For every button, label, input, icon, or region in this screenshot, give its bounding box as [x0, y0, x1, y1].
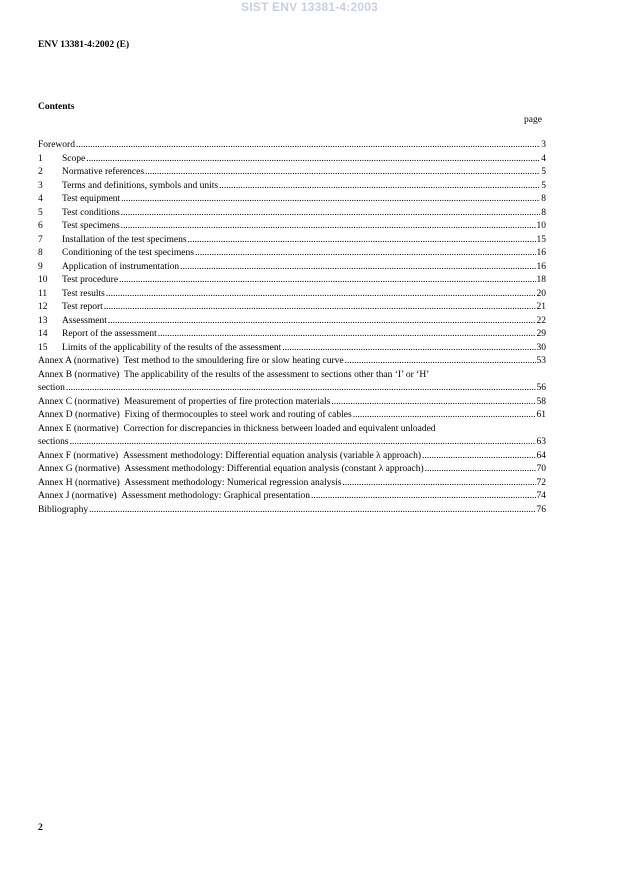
- toc-entry-annex-h[interactable]: [38, 477, 546, 491]
- toc-entry-annex-g[interactable]: [38, 463, 546, 477]
- toc-entry-annex-b[interactable]: [38, 369, 546, 396]
- toc-entry-page: 72: [536, 477, 546, 488]
- dot-leader: [195, 247, 536, 261]
- toc-entry-page: 29: [536, 329, 546, 339]
- toc-entry-clause[interactable]: [38, 274, 546, 288]
- contents-heading: Contents: [38, 102, 75, 112]
- toc-clause-number: 15: [38, 342, 48, 353]
- toc-entry-clause[interactable]: [38, 166, 546, 180]
- toc-entry-page: 76: [536, 504, 546, 515]
- dot-leader: [282, 342, 535, 356]
- toc-entry-clause[interactable]: [38, 193, 546, 207]
- toc-entry-clause[interactable]: [38, 301, 546, 315]
- toc-entry-page: 8: [541, 194, 546, 204]
- toc-entry-title: Test procedure: [62, 275, 119, 285]
- toc-entry-title: Application of instrumentation: [62, 261, 180, 272]
- toc-entry-clause[interactable]: [38, 234, 546, 248]
- toc-entry-annex-e[interactable]: [38, 423, 546, 450]
- toc-annex-label: Annex D (normative): [38, 410, 120, 420]
- toc-entry-title: Assessment methodology: Differential equation analysis (constant λ approach): [124, 464, 424, 474]
- toc-entry-title: Limits of the applicability of the results of the assessment: [62, 342, 282, 353]
- toc-entry-page: 56: [536, 383, 546, 393]
- toc-entry-clause[interactable]: [38, 328, 546, 342]
- page-number: 2: [38, 823, 43, 833]
- toc-entry-title: Foreword: [38, 140, 75, 150]
- dot-leader: [180, 261, 535, 275]
- dot-leader: [158, 328, 536, 342]
- toc-entry-clause[interactable]: [38, 153, 546, 167]
- toc-entry-page: 61: [536, 410, 546, 420]
- toc-entry-page: 5: [541, 180, 546, 191]
- toc-entry-title: Test method to the smouldering fire or slow heating curve: [123, 356, 344, 366]
- toc-annex-label: Annex B (normative): [38, 369, 120, 380]
- toc-annex-label: Annex G (normative): [38, 464, 120, 474]
- dot-leader: [119, 274, 535, 288]
- toc-entry-clause[interactable]: [38, 342, 546, 356]
- toc-entry-page: 64: [536, 450, 546, 461]
- toc-entry-title: Terms and definitions, symbols and units: [62, 180, 219, 191]
- toc-annex-label: Annex J (normative): [38, 491, 117, 501]
- dot-leader: [342, 477, 535, 491]
- toc-entry-annex-a[interactable]: [38, 355, 546, 369]
- toc-clause-number: 9: [38, 261, 43, 272]
- dot-leader: [121, 207, 541, 221]
- toc-entry-title: Test results: [62, 288, 105, 299]
- dot-leader: [89, 504, 535, 518]
- toc-entry-annex-j[interactable]: [38, 490, 546, 504]
- toc-entry-clause[interactable]: [38, 315, 546, 329]
- toc-entry-page: 70: [536, 464, 546, 474]
- toc-entry-page: 16: [536, 261, 546, 272]
- toc-entry-page: 15: [536, 234, 546, 245]
- document-id: ENV 13381-4:2002 (E): [38, 40, 130, 50]
- toc-entry-title: Assessment: [62, 315, 107, 326]
- dot-leader: [145, 166, 540, 180]
- toc-clause-number: 12: [38, 302, 48, 312]
- toc-entry-clause[interactable]: [38, 261, 546, 275]
- dot-leader: [70, 436, 536, 450]
- toc-entry-foreword[interactable]: [38, 139, 546, 153]
- table-of-contents: [38, 139, 546, 517]
- toc-entry-title: Measurement of properties of fire protection materials: [124, 396, 331, 407]
- toc-entry-clause[interactable]: [38, 180, 546, 194]
- toc-annex-label: Annex A (normative): [38, 356, 119, 366]
- toc-annex-label: Annex H (normative): [38, 477, 120, 488]
- toc-clause-number: 11: [38, 288, 48, 299]
- dot-leader: [121, 193, 540, 207]
- page-column-label: page: [524, 115, 542, 125]
- toc-entry-page: 74: [536, 491, 546, 501]
- toc-entry-title: The applicability of the results of the assessment to sections other than ‘I’ or ‘H’: [124, 369, 430, 380]
- toc-entry-page: 21: [536, 302, 546, 312]
- toc-clause-number: 10: [38, 275, 48, 285]
- dot-leader: [86, 153, 540, 167]
- toc-clause-number: 7: [38, 234, 43, 245]
- watermark: SIST ENV 13381-4:2003: [241, 0, 378, 14]
- toc-entry-title: Correction for discrepancies in thickness between loaded and equivalent unloaded: [123, 423, 436, 434]
- dot-leader: [108, 315, 536, 329]
- toc-entry-page: 16: [536, 248, 546, 258]
- toc-clause-number: 1: [38, 153, 43, 164]
- toc-entry-clause[interactable]: [38, 247, 546, 261]
- toc-entry-title: Report of the assessment: [62, 329, 157, 339]
- dot-leader: [76, 139, 540, 153]
- toc-entry-title: Test equipment: [62, 194, 121, 204]
- toc-entry-title: Installation of the test specimens: [62, 234, 187, 245]
- toc-entry-page: 63: [536, 437, 546, 447]
- toc-entry-title: Test report: [62, 302, 103, 312]
- dot-leader: [104, 301, 536, 315]
- toc-clause-number: 4: [38, 194, 43, 204]
- dot-leader: [353, 409, 536, 423]
- toc-entry-title-continued: section: [38, 383, 65, 393]
- toc-entry-page: 18: [536, 275, 546, 285]
- toc-entry-clause[interactable]: [38, 288, 546, 302]
- toc-entry-clause[interactable]: [38, 207, 546, 221]
- toc-entry-annex-f[interactable]: [38, 450, 546, 464]
- toc-entry-page: 22: [536, 315, 546, 326]
- toc-clause-number: 6: [38, 221, 43, 231]
- toc-clause-number: 2: [38, 167, 43, 177]
- dot-leader: [188, 234, 536, 248]
- toc-entry-page: 10: [536, 221, 546, 231]
- toc-entry-title: Assessment methodology: Graphical presentation: [121, 491, 311, 501]
- toc-entry-annex-c[interactable]: [38, 396, 546, 410]
- toc-entry-title: Assessment methodology: Differential equation analysis (variable λ approach): [122, 450, 422, 461]
- dot-leader: [66, 382, 536, 396]
- toc-entry-page: 4: [541, 153, 546, 164]
- toc-clause-number: 3: [38, 180, 43, 191]
- toc-entry-title: Bibliography: [38, 504, 89, 515]
- toc-entry-title: Scope: [62, 153, 86, 164]
- toc-clause-number: 14: [38, 329, 48, 339]
- dot-leader: [219, 180, 540, 194]
- toc-entry-page: 20: [536, 288, 546, 299]
- toc-entry-clause[interactable]: [38, 220, 546, 234]
- toc-entry-title: Fixing of thermocouples to steel work and routing of cables: [124, 410, 352, 420]
- toc-clause-number: 13: [38, 315, 48, 326]
- toc-annex-label: Annex F (normative): [38, 450, 119, 461]
- toc-entry-annex-d[interactable]: [38, 409, 546, 423]
- dot-leader: [331, 396, 535, 410]
- dot-leader: [311, 490, 535, 504]
- toc-entry-page: 3: [541, 140, 546, 150]
- dot-leader: [425, 463, 536, 477]
- toc-entry-page: 30: [536, 342, 546, 353]
- toc-clause-number: 8: [38, 248, 43, 258]
- toc-entry-title: Test conditions: [62, 207, 120, 218]
- dot-leader: [121, 220, 536, 234]
- toc-entry-title-continued: sections: [38, 437, 69, 447]
- toc-entry-page: 58: [536, 396, 546, 407]
- toc-entry-page: 5: [541, 167, 546, 177]
- toc-entry-page: 8: [541, 207, 546, 218]
- dot-leader: [106, 288, 536, 302]
- dot-leader: [422, 450, 535, 464]
- toc-entry-title: Assessment methodology: Numerical regression analysis: [124, 477, 342, 488]
- toc-entry-title: Conditioning of the test specimens: [62, 248, 194, 258]
- toc-clause-number: 5: [38, 207, 43, 218]
- toc-annex-label: Annex E (normative): [38, 423, 119, 434]
- dot-leader: [345, 355, 536, 369]
- toc-annex-label: Annex C (normative): [38, 396, 120, 407]
- toc-entry-title: Test specimens: [62, 221, 120, 231]
- toc-entry-title: Normative references: [62, 167, 145, 177]
- toc-entry-bibliography[interactable]: [38, 504, 546, 518]
- toc-entry-page: 53: [536, 356, 546, 366]
